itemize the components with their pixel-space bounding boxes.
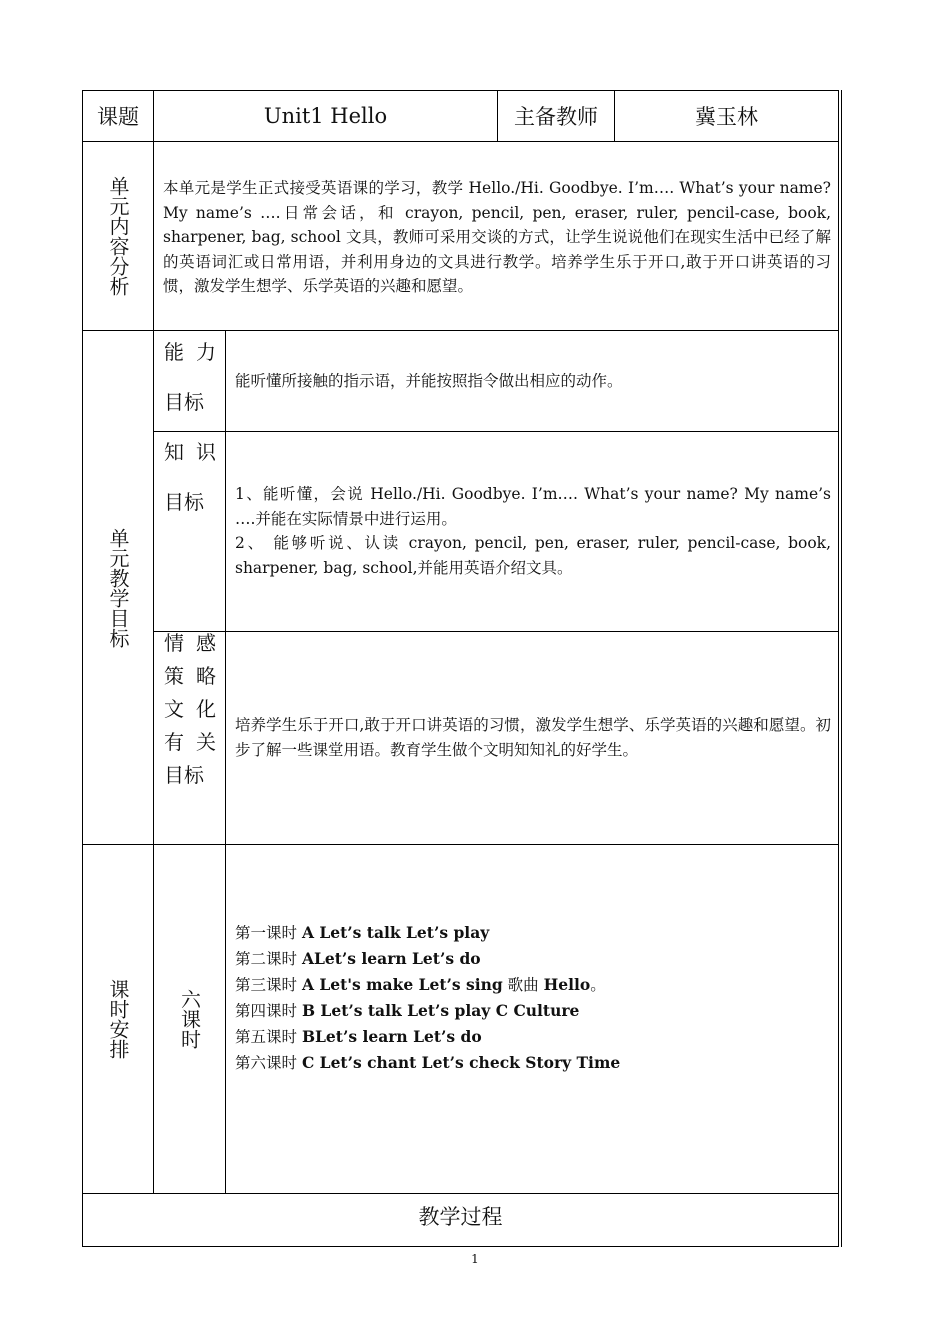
lesson-content: A Let's make Let’s sing <box>301 975 503 994</box>
ability-text: 能听懂所接触的指示语，并能按照指令做出相应的动作。 <box>235 372 623 390</box>
lesson-item <box>235 920 831 946</box>
table-border-bottom <box>82 1246 839 1247</box>
lesson-number: 第五课时 <box>235 1028 302 1046</box>
schedule-count: 六课时 <box>177 989 202 1049</box>
analysis-label: 单元内容分析 <box>106 176 130 296</box>
ability-label-line1: 能 力 <box>164 340 216 364</box>
lesson-number: 第四课时 <box>235 1002 302 1020</box>
lesson-item <box>235 1024 831 1050</box>
lesson-number: 第一课时 <box>235 924 302 942</box>
lesson-item <box>235 946 831 972</box>
lesson-item <box>235 972 831 998</box>
schedule-label: 课时安排 <box>106 979 130 1059</box>
objectives-label-cell <box>83 331 153 844</box>
lesson-list <box>235 920 831 1076</box>
lesson-content: BLet’s learn Let’s do <box>301 1027 482 1046</box>
knowledge-text <box>235 482 831 580</box>
ability-label <box>164 327 216 427</box>
lesson-number: 第三课时 <box>235 976 302 994</box>
knowledge-label-line2: 目标 <box>164 490 204 514</box>
title-label: 课题 <box>97 105 139 129</box>
lesson-note: 歌曲 <box>502 976 544 994</box>
affective-label-line5: 目标 <box>164 763 204 787</box>
lesson-number: 第二课时 <box>235 950 302 968</box>
table-border-right-outer <box>841 90 842 1247</box>
process-heading: 教学过程 <box>418 1205 503 1229</box>
title-value: Unit1 Hello <box>263 104 388 128</box>
schedule-label-cell <box>83 845 153 1193</box>
teacher-label: 主备教师 <box>514 105 598 129</box>
lesson-number: 第六课时 <box>235 1054 302 1072</box>
analysis-label-cell <box>83 142 153 330</box>
schedule-count-cell <box>154 845 225 1193</box>
knowledge-item-2: 2、 能够听说、认读 crayon, pencil, pen, eraser, ruler, pencil-case, book, sharpener, bag, school,并能用英语介绍文具。 <box>235 534 831 577</box>
knowledge-label <box>164 427 216 527</box>
analysis-text: 本单元是学生正式接受英语课的学习，教学 Hello./Hi. Goodbye. I’m…. What’s your name? My name’s ….日常会话，和 crayon, pencil, pen, eraser, ruler, pencil-case, book, sharpener, bag, school 文具，教师可采用交谈的方式，让学生说说他们在现实生活中已经了解的英语词汇或日常用语，并利用身边的文具进行教学。培养学生乐于开口,敢于开口讲英语的习惯，激发学生想学、乐学英语的兴趣和愿望。 <box>163 179 831 295</box>
ability-label-line2: 目标 <box>164 390 204 414</box>
lesson-song: Hello <box>543 975 591 994</box>
page-number: 1 <box>471 1252 479 1266</box>
teacher-name: 冀玉林 <box>695 105 758 129</box>
lesson-content: C Let’s chant Let’s check Story Time <box>301 1053 621 1072</box>
lesson-content: A Let’s talk Let’s play <box>301 923 490 942</box>
affective-text: 培养学生乐于开口,敢于开口讲英语的习惯，激发学生想学、乐学英语的兴趣和愿望。初步了解一些课堂用语。教育学生做个文明知知礼的好学生。 <box>235 716 831 759</box>
row-divider <box>82 141 839 142</box>
affective-label-line3: 文 化 <box>164 697 216 721</box>
lesson-content: B Let’s talk Let’s play C Culture <box>301 1001 580 1020</box>
row-divider <box>153 431 839 432</box>
affective-label-line1: 情 感 <box>164 631 216 655</box>
knowledge-item-1: 1、能听懂，会说 Hello./Hi. Goodbye. I’m…. What’s your name? My name’s ….并能在实际情景中进行运用。 <box>235 485 831 528</box>
row-divider <box>153 631 839 632</box>
affective-label-line2: 策 略 <box>164 664 216 688</box>
affective-label <box>164 627 216 792</box>
lesson-punct: 。 <box>590 976 606 994</box>
column-divider <box>225 330 226 1194</box>
table-border-right <box>838 90 839 1247</box>
lesson-content: ALet’s learn Let’s do <box>301 949 481 968</box>
knowledge-label-line1: 知 识 <box>164 440 216 464</box>
objectives-label: 单元教学目标 <box>106 527 130 648</box>
lesson-item <box>235 998 831 1024</box>
affective-label-line4: 有 关 <box>164 730 216 754</box>
lesson-item <box>235 1050 831 1076</box>
